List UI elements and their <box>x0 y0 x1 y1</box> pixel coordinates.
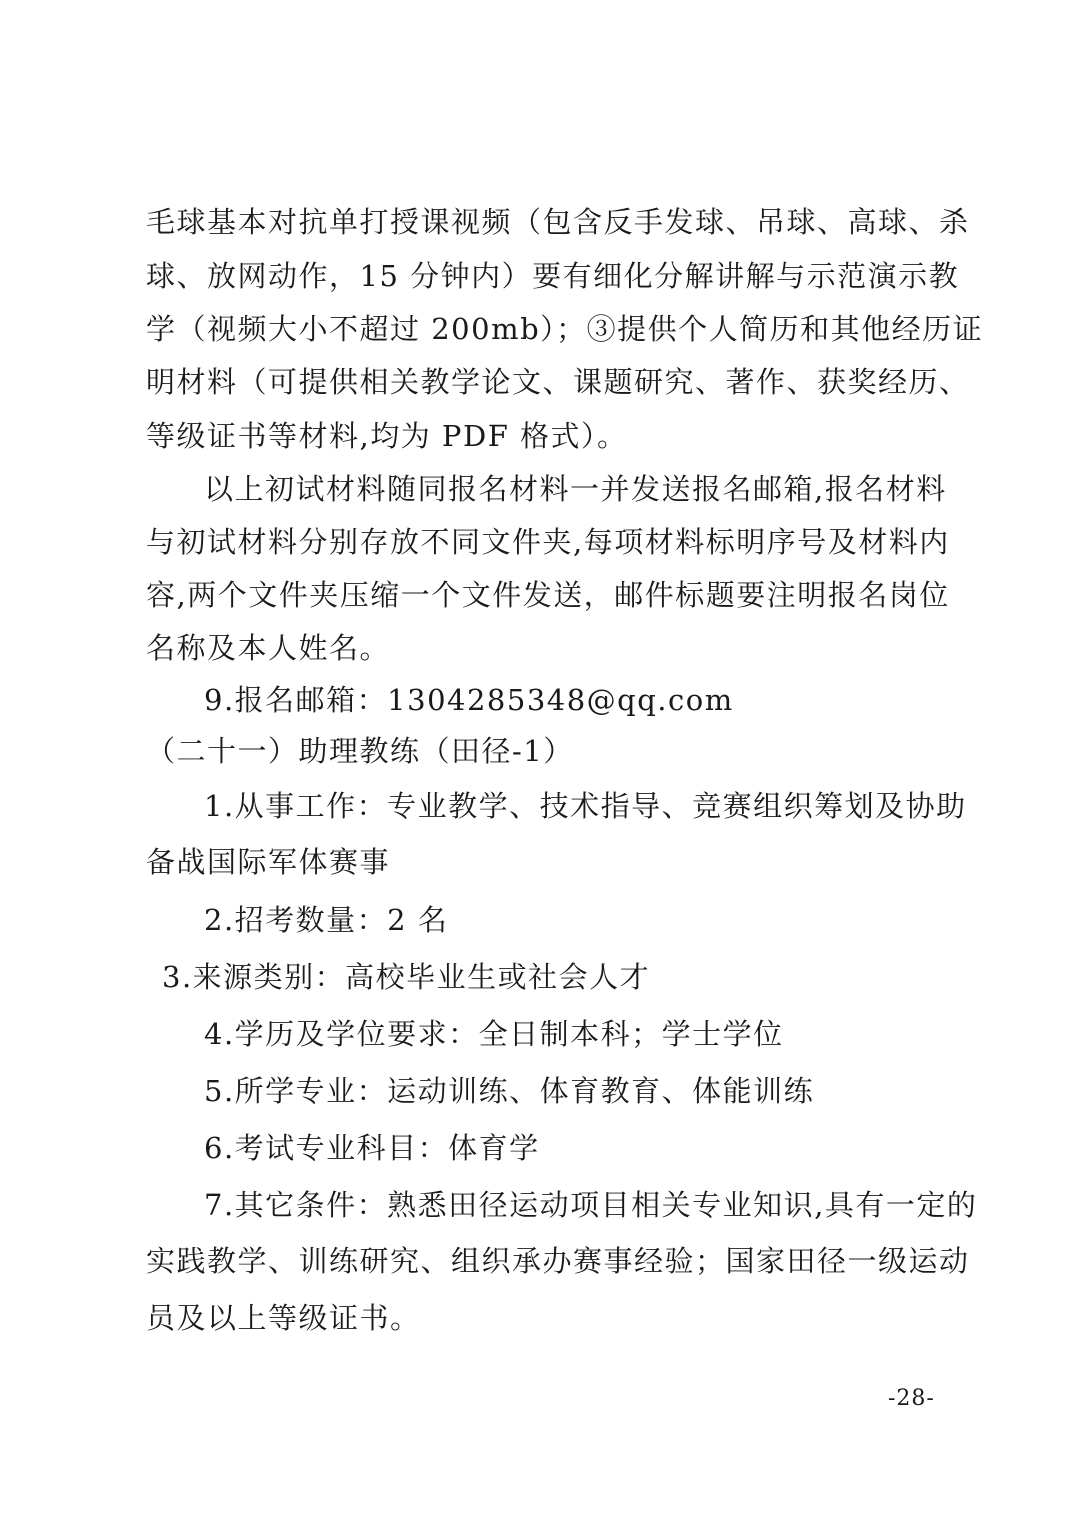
list-item-continuation: 员及以上等级证书。 <box>146 1301 421 1335</box>
list-item-continuation: 实践教学、训练研究、组织承办赛事经验；国家田径一级运动 <box>146 1244 970 1278</box>
paragraph-line: 学（视频大小不超过 200mb）；③提供个人简历和其他经历证 <box>146 312 984 346</box>
list-item: 2.招考数量：2 名 <box>204 903 449 937</box>
list-item: 4.学历及学位要求：全日制本科；学士学位 <box>204 1017 784 1051</box>
list-item: 5.所学专业：运动训练、体育教育、体能训练 <box>204 1074 815 1108</box>
list-item: 3.来源类别：高校毕业生或社会人才 <box>162 960 651 994</box>
section-heading: （二十一）助理教练（田径-1） <box>146 734 574 768</box>
email-line: 9.报名邮箱：1304285348@qq.com <box>204 683 734 717</box>
paragraph-line: 等级证书等材料,均为 PDF 格式）。 <box>146 419 628 453</box>
list-item: 1.从事工作：专业教学、技术指导、竞赛组织筹划及协助 <box>204 789 967 823</box>
paragraph-line: 球、放网动作，15 分钟内）要有细化分解讲解与示范演示教 <box>146 259 960 293</box>
list-item: 6.考试专业科目：体育学 <box>204 1131 540 1165</box>
list-item: 7.其它条件：熟悉田径运动项目相关专业知识,具有一定的 <box>204 1188 978 1222</box>
paragraph-line: 与初试材料分别存放不同文件夹,每项材料标明序号及材料内 <box>146 525 950 559</box>
paragraph-line: 明材料（可提供相关教学论文、课题研究、著作、获奖经历、 <box>146 365 970 399</box>
paragraph-line: 以上初试材料随同报名材料一并发送报名邮箱,报名材料 <box>204 472 947 506</box>
paragraph-line: 毛球基本对抗单打授课视频（包含反手发球、吊球、高球、杀 <box>146 205 970 239</box>
paragraph-line: 容,两个文件夹压缩一个文件发送，邮件标题要注明报名岗位 <box>146 578 950 612</box>
page-number: -28- <box>888 1386 935 1411</box>
list-item-continuation: 备战国际军体赛事 <box>146 845 391 879</box>
paragraph-line: 名称及本人姓名。 <box>146 631 391 665</box>
